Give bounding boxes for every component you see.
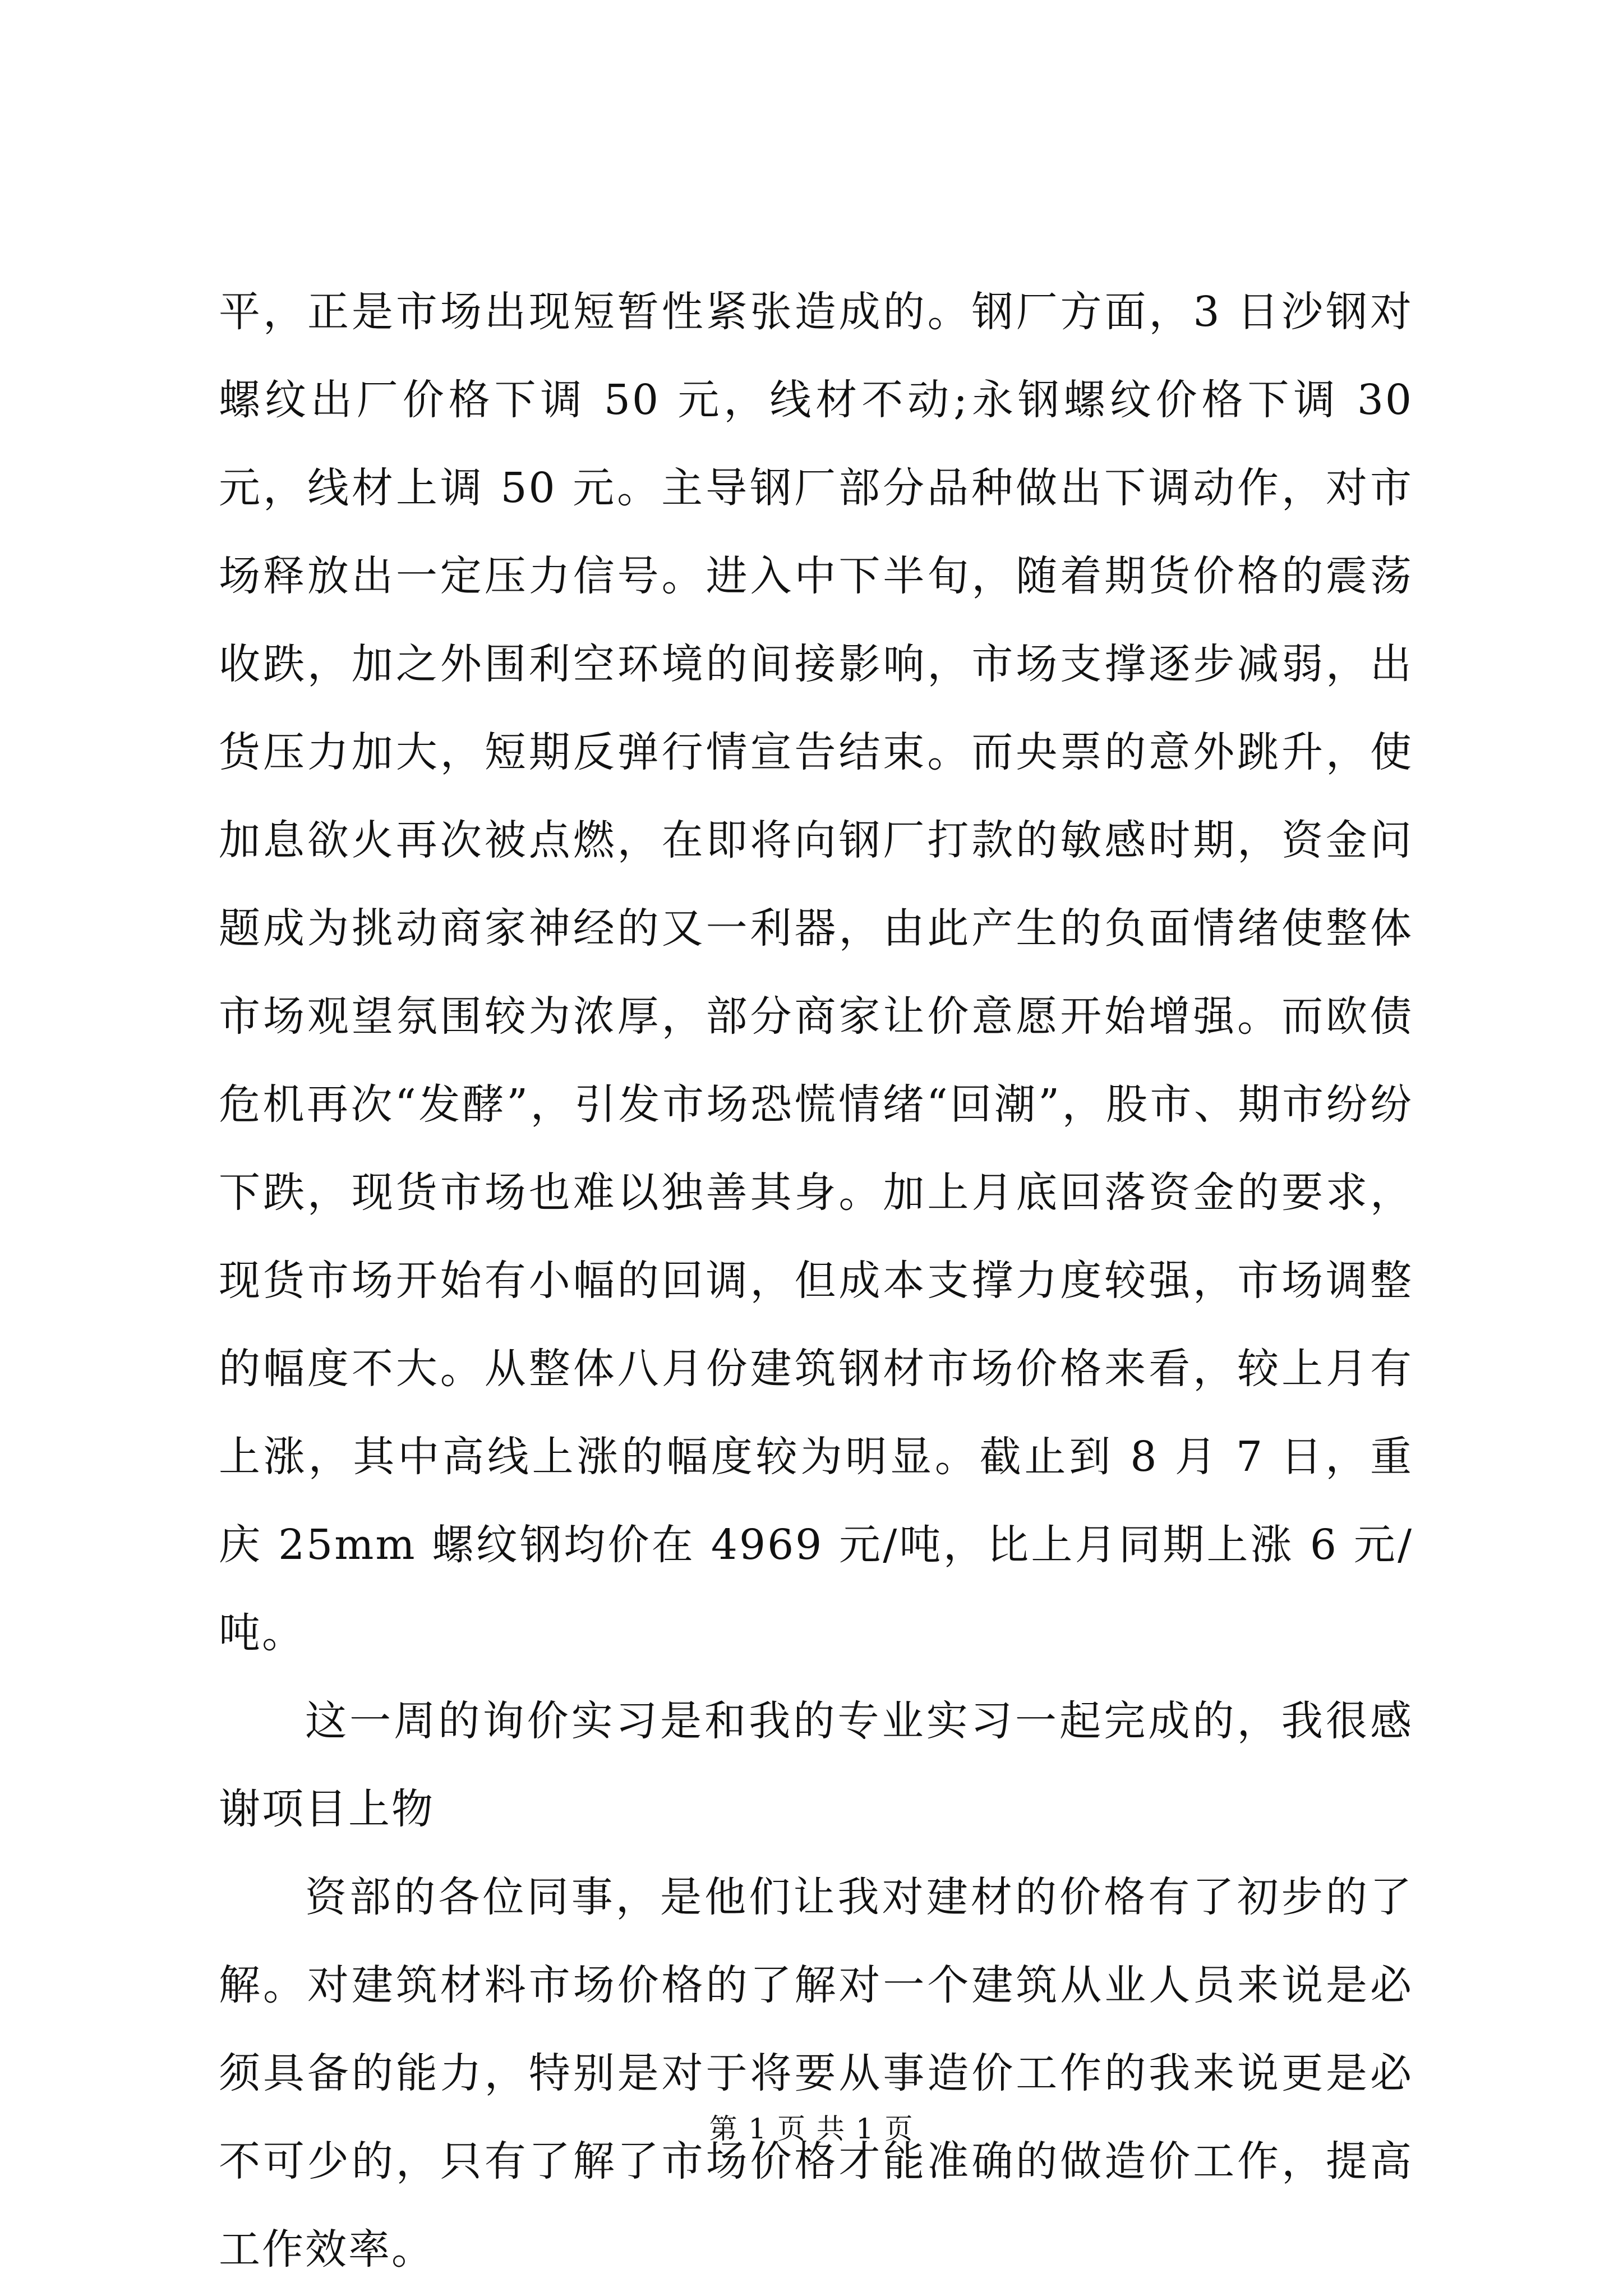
paragraph-2: 这一周的询价实习是和我的专业实习一起完成的，我很感谢项目上物 bbox=[219, 1697, 1413, 1833]
document-body bbox=[219, 268, 1413, 2294]
page-number-footer: 第 1 页 共 1 页 bbox=[709, 2113, 914, 2145]
paragraph-3: 资部的各位同事，是他们让我对建材的价格有了初步的了解。对建筑材料市场价格的了解对一个建筑从业人员来说是必须具备的能力，特别是对于将要从事造价工作的我来说更是必不可少的，只有了解了市场价格才能准确的做造价工作，提高工作效率。 bbox=[219, 1873, 1413, 2274]
paragraph-1: 平，正是市场出现短暂性紧张造成的。钢厂方面，3 日沙钢对螺纹出厂价格下调 50 元，线材不动;永钢螺纹价格下调 30 元，线材上调 50 元。主导钢厂部分品种做出下调动作，对市场释放出一定压力信号。进入中下半旬，随着期货价格的震荡收跌，加之外围利空环境的间接影响，市场支撑逐步减弱，出货压力加大，短期反弹行情宣告结束。而央票的意外跳升，使加息欲火再次被点燃，在即将向钢厂打款的敏感时期，资金问题成为挑动商家神经的又一利器，由此产生的负面情绪使整体市场观望氛围较为浓厚，部分商家让价意愿开始增强。而欧债危机再次“发酵”，引发市场恐慌情绪“回潮”，股市、期市纷纷下跌，现货市场也难以独善其身。加上月底回落资金的要求，现货市场开始有小幅的回调，但成本支撑力度较强，市场调整的幅度不大。从整体八月份建筑钢材市场价格来看，较上月有上涨，其中高线上涨的幅度较为明显。截止到 8 月 7 日，重庆 25mm 螺纹钢均价在 4969 元/吨，比上月同期上涨 6 元/吨。 bbox=[219, 288, 1413, 1657]
